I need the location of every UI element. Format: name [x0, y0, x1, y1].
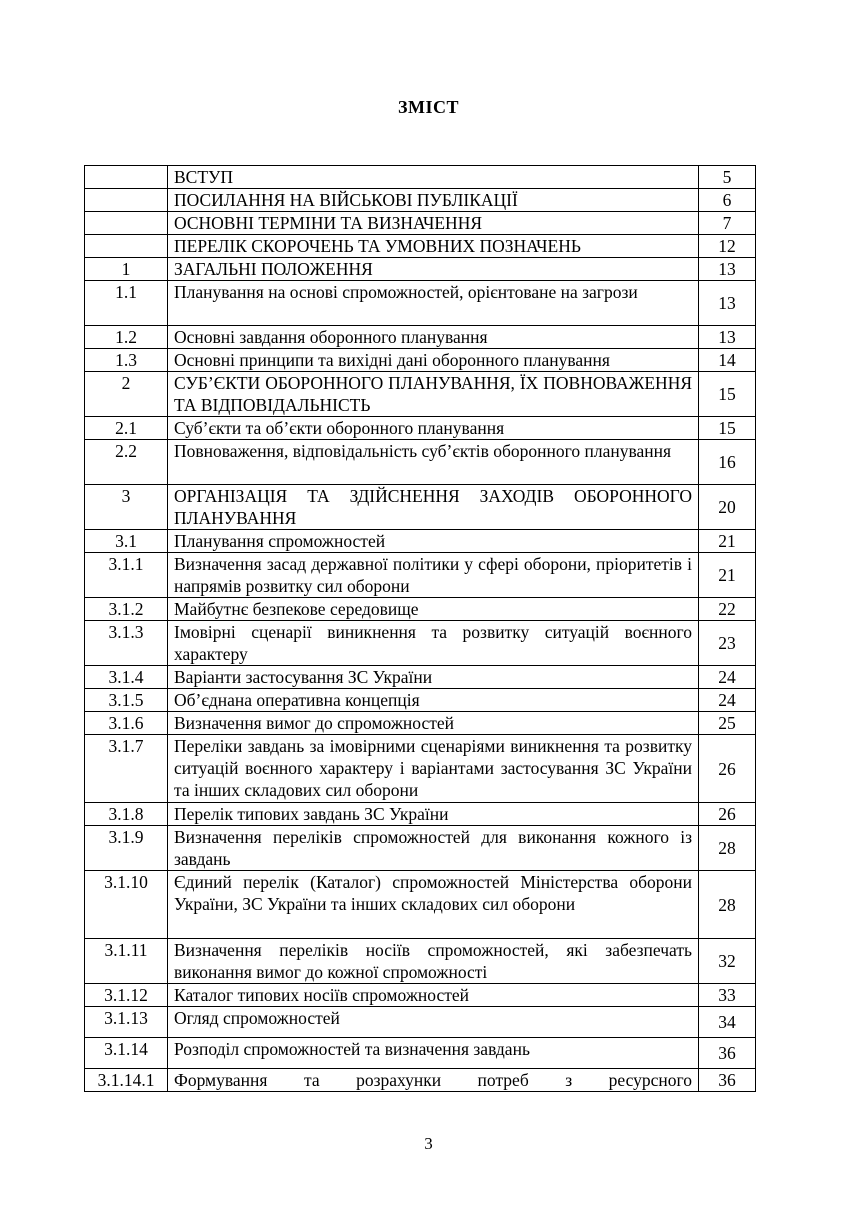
section-title: Єдиний перелік (Каталог) спроможностей Міністерства оборони України, ЗС України та інших складових сил оборони: [168, 871, 699, 939]
section-number: 3.1.11: [85, 939, 168, 984]
section-page: 13: [699, 258, 756, 281]
section-title: Визначення переліків спроможностей для виконання кожного із завдань: [168, 826, 699, 871]
section-title: Об’єднана оперативна концепція: [168, 689, 699, 712]
section-number: [85, 166, 168, 189]
section-title: Формування та розрахунки потреб з ресурсного: [168, 1069, 699, 1092]
toc-row: [85, 349, 756, 372]
section-page: 24: [699, 666, 756, 689]
section-number: 3.1.1: [85, 553, 168, 598]
section-title: ПОСИЛАННЯ НА ВІЙСЬКОВІ ПУБЛІКАЦІЇ: [168, 189, 699, 212]
section-number: 2.1: [85, 417, 168, 440]
section-page: 15: [699, 372, 756, 417]
toc-row: [85, 666, 756, 689]
section-number: 1.3: [85, 349, 168, 372]
section-title: Планування на основі спроможностей, орієнтоване на загрози: [168, 281, 699, 326]
section-page: 26: [699, 735, 756, 803]
toc-row: [85, 598, 756, 621]
toc-row: [85, 871, 756, 939]
section-number: 3.1.3: [85, 621, 168, 666]
section-title: Визначення переліків носіїв спроможностей, які забезпечать виконання вимог до кожної спроможності: [168, 939, 699, 984]
section-number: 1: [85, 258, 168, 281]
section-number: [85, 235, 168, 258]
toc-row: [85, 621, 756, 666]
toc-row: [85, 1038, 756, 1069]
toc-row: [85, 417, 756, 440]
section-title: ПЕРЕЛІК СКОРОЧЕНЬ ТА УМОВНИХ ПОЗНАЧЕНЬ: [168, 235, 699, 258]
section-title: Розподіл спроможностей та визначення завдань: [168, 1038, 699, 1069]
section-page: 15: [699, 417, 756, 440]
section-page: 20: [699, 485, 756, 530]
section-title: ОРГАНІЗАЦІЯ ТА ЗДІЙСНЕННЯ ЗАХОДІВ ОБОРОННОГО ПЛАНУВАННЯ: [168, 485, 699, 530]
section-number: [85, 212, 168, 235]
toc-row: [85, 1069, 756, 1092]
section-page: 28: [699, 826, 756, 871]
section-page: 34: [699, 1007, 756, 1038]
toc-row: [85, 281, 756, 326]
section-title: Імовірні сценарії виникнення та розвитку ситуацій воєнного характеру: [168, 621, 699, 666]
section-page: 28: [699, 871, 756, 939]
section-page: 12: [699, 235, 756, 258]
toc-row: [85, 372, 756, 417]
toc-row: [85, 984, 756, 1007]
section-number: 3.1.2: [85, 598, 168, 621]
section-number: 3.1.10: [85, 871, 168, 939]
section-page: 22: [699, 598, 756, 621]
section-title: Огляд спроможностей: [168, 1007, 699, 1038]
toc-row: [85, 939, 756, 984]
section-title: ВСТУП: [168, 166, 699, 189]
section-title: Визначення вимог до спроможностей: [168, 712, 699, 735]
toc-row: [85, 530, 756, 553]
section-title: Основні принципи та вихідні дані оборонного планування: [168, 349, 699, 372]
section-title: Суб’єкти та об’єкти оборонного планування: [168, 417, 699, 440]
section-page: 14: [699, 349, 756, 372]
section-title: Каталог типових носіїв спроможностей: [168, 984, 699, 1007]
toc-row: [85, 803, 756, 826]
section-number: 3: [85, 485, 168, 530]
section-title: Майбутнє безпекове середовище: [168, 598, 699, 621]
section-title: Визначення засад державної політики у сфері оборони, пріоритетів і напрямів розвитку сил оборони: [168, 553, 699, 598]
table-of-contents: [84, 165, 756, 1092]
section-number: 1.1: [85, 281, 168, 326]
section-title: ОСНОВНІ ТЕРМІНИ ТА ВИЗНАЧЕННЯ: [168, 212, 699, 235]
section-page: 13: [699, 281, 756, 326]
section-title: Перелік типових завдань ЗС України: [168, 803, 699, 826]
section-page: 36: [699, 1069, 756, 1092]
document-title: ЗМІСТ: [398, 97, 459, 117]
toc-row: [85, 735, 756, 803]
section-number: 3.1.14.1: [85, 1069, 168, 1092]
section-page: 26: [699, 803, 756, 826]
toc-row: [85, 258, 756, 281]
section-page: 21: [699, 553, 756, 598]
toc-row: [85, 485, 756, 530]
section-page: 13: [699, 326, 756, 349]
section-page: 23: [699, 621, 756, 666]
page-number: 3: [424, 1134, 433, 1153]
section-number: 3.1.14: [85, 1038, 168, 1069]
section-title: Варіанти застосування ЗС України: [168, 666, 699, 689]
section-number: 3.1.7: [85, 735, 168, 803]
section-number: 3.1.13: [85, 1007, 168, 1038]
toc-row: [85, 553, 756, 598]
section-title: Переліки завдань за імовірними сценаріями виникнення та розвитку ситуацій воєнного характеру і варіантами застосування ЗС України та інших складових сил оборони: [168, 735, 699, 803]
section-title: ЗАГАЛЬНІ ПОЛОЖЕННЯ: [168, 258, 699, 281]
section-number: 3.1.6: [85, 712, 168, 735]
section-number: 3.1.12: [85, 984, 168, 1007]
section-page: 25: [699, 712, 756, 735]
section-number: 3.1.8: [85, 803, 168, 826]
section-page: 32: [699, 939, 756, 984]
section-title: Повноваження, відповідальність суб’єктів оборонного планування: [168, 440, 699, 485]
section-page: 33: [699, 984, 756, 1007]
section-page: 21: [699, 530, 756, 553]
section-title: Основні завдання оборонного планування: [168, 326, 699, 349]
section-title: СУБ’ЄКТИ ОБОРОННОГО ПЛАНУВАННЯ, ЇХ ПОВНОВАЖЕННЯ ТА ВІДПОВІДАЛЬНІСТЬ: [168, 372, 699, 417]
toc-row: [85, 235, 756, 258]
section-page: 7: [699, 212, 756, 235]
toc-row: [85, 326, 756, 349]
section-title: Планування спроможностей: [168, 530, 699, 553]
section-number: 3.1: [85, 530, 168, 553]
toc-row: [85, 826, 756, 871]
section-number: 3.1.5: [85, 689, 168, 712]
toc-row: [85, 689, 756, 712]
section-page: 5: [699, 166, 756, 189]
section-number: [85, 189, 168, 212]
section-page: 36: [699, 1038, 756, 1069]
toc-row: [85, 212, 756, 235]
section-number: 2: [85, 372, 168, 417]
toc-row: [85, 712, 756, 735]
toc-row: [85, 166, 756, 189]
section-number: 2.2: [85, 440, 168, 485]
section-number: 1.2: [85, 326, 168, 349]
section-page: 16: [699, 440, 756, 485]
toc-row: [85, 189, 756, 212]
section-page: 24: [699, 689, 756, 712]
section-number: 3.1.9: [85, 826, 168, 871]
toc-row: [85, 440, 756, 485]
toc-row: [85, 1007, 756, 1038]
section-page: 6: [699, 189, 756, 212]
section-number: 3.1.4: [85, 666, 168, 689]
